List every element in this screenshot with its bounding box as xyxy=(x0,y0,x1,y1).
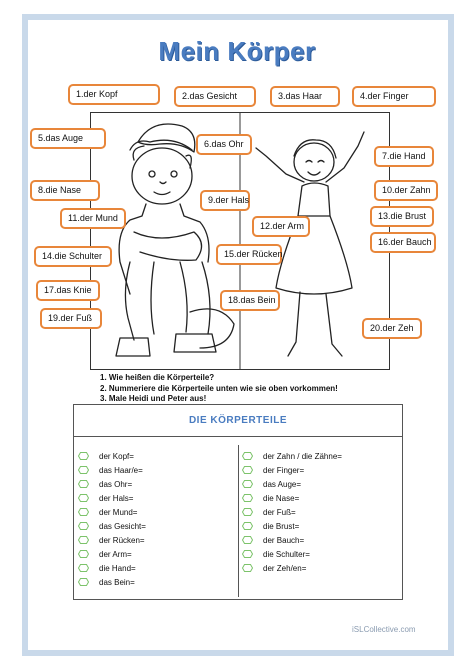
table-right-column xyxy=(242,449,402,575)
table-row-label: der Mund= xyxy=(99,507,138,517)
body-label-9: 9.der Hals xyxy=(200,190,250,211)
hexagon-icon[interactable] xyxy=(242,536,253,544)
table-row-label: der Hals= xyxy=(99,493,134,503)
hexagon-icon[interactable] xyxy=(78,578,89,586)
body-label-6: 6.das Ohr xyxy=(196,134,252,155)
table-row xyxy=(78,575,238,589)
body-label-17: 17.das Knie xyxy=(36,280,100,301)
hexagon-icon[interactable] xyxy=(242,522,253,530)
table-row-label: der Zahn / die Zähne= xyxy=(263,451,342,461)
table-row-label: der Bauch= xyxy=(263,535,305,545)
instructions xyxy=(100,373,440,405)
table-row-label: der Arm= xyxy=(99,549,132,559)
table-row-label: die Brust= xyxy=(263,521,300,531)
hexagon-icon[interactable] xyxy=(242,466,253,474)
body-label-11: 11.der Mund xyxy=(60,208,126,229)
table-row-label: das Ohr= xyxy=(99,479,133,489)
body-label-3: 3.das Haar xyxy=(270,86,340,107)
body-label-5: 5.das Auge xyxy=(30,128,106,149)
hexagon-icon[interactable] xyxy=(242,494,253,502)
body-label-13: 13.die Brust xyxy=(370,206,434,227)
table-row-label: die Hand= xyxy=(99,563,136,573)
hexagon-icon[interactable] xyxy=(78,508,89,516)
body-label-8: 8.die Nase xyxy=(30,180,100,201)
table-row-label: der Zeh/en= xyxy=(263,563,307,573)
table-row-label: der Kopf= xyxy=(99,451,134,461)
body-label-19: 19.der Fuß xyxy=(40,308,102,329)
hexagon-icon[interactable] xyxy=(242,480,253,488)
hexagon-icon[interactable] xyxy=(78,522,89,530)
hexagon-icon[interactable] xyxy=(78,550,89,558)
instruction-2: 2. Nummeriere die Körperteile unten wie sie oben vorkommen! xyxy=(100,383,338,393)
table-row xyxy=(78,491,238,505)
table-row xyxy=(78,519,238,533)
table-row-label: das Gesicht= xyxy=(99,521,146,531)
table-divider xyxy=(238,445,239,597)
body-label-2: 2.das Gesicht xyxy=(174,86,256,107)
table-row xyxy=(242,547,402,561)
body-label-15: 15.der Rücken xyxy=(216,244,282,265)
hexagon-icon[interactable] xyxy=(78,480,89,488)
hexagon-icon[interactable] xyxy=(242,550,253,558)
hexagon-icon[interactable] xyxy=(242,508,253,516)
table-row xyxy=(78,561,238,575)
hexagon-icon[interactable] xyxy=(78,494,89,502)
instruction-1: 1. Wie heißen die Körperteile? xyxy=(100,373,215,382)
table-row-label: das Haar/e= xyxy=(99,465,143,475)
body-label-14: 14.die Schulter xyxy=(34,246,112,267)
body-label-4: 4.der Finger xyxy=(352,86,436,107)
table-row xyxy=(242,463,402,477)
body-label-16: 16.der Bauch xyxy=(370,232,436,253)
table-row xyxy=(242,491,402,505)
table-row xyxy=(78,463,238,477)
table-row xyxy=(242,561,402,575)
table-left-column xyxy=(78,449,238,589)
table-row-label: das Bein= xyxy=(99,577,135,587)
hexagon-icon[interactable] xyxy=(242,452,253,460)
table-row xyxy=(78,547,238,561)
body-label-10: 10.der Zahn xyxy=(374,180,438,201)
hexagon-icon[interactable] xyxy=(78,466,89,474)
table-row xyxy=(242,519,402,533)
table-row-label: die Nase= xyxy=(263,493,300,503)
table-row xyxy=(242,477,402,491)
instruction-3: 3. Male Heidi und Peter aus! xyxy=(100,394,207,403)
body-label-7: 7.die Hand xyxy=(374,146,434,167)
hexagon-icon[interactable] xyxy=(78,536,89,544)
table-row xyxy=(78,533,238,547)
table-row-label: der Fuß= xyxy=(263,507,296,517)
table-row xyxy=(78,449,238,463)
footer-watermark: iSLCollective.com xyxy=(352,625,416,634)
table-row-label: die Schulter= xyxy=(263,549,310,559)
body-label-20: 20.der Zeh xyxy=(362,318,422,339)
table-heading: DIE KÖRPERTEILE xyxy=(74,405,402,437)
hexagon-icon[interactable] xyxy=(78,564,89,572)
table-row-label: der Rücken= xyxy=(99,535,145,545)
table-row-label: das Auge= xyxy=(263,479,302,489)
hexagon-icon[interactable] xyxy=(78,452,89,460)
body-label-1: 1.der Kopf xyxy=(68,84,160,105)
body-parts-table xyxy=(73,404,403,600)
body-label-12: 12.der Arm xyxy=(252,216,310,237)
page-title: Mein Körper xyxy=(158,36,316,66)
table-row xyxy=(78,505,238,519)
table-row-label: der Finger= xyxy=(263,465,305,475)
table-row xyxy=(242,533,402,547)
table-row xyxy=(242,449,402,463)
body-label-18: 18.das Bein xyxy=(220,290,280,311)
table-row xyxy=(242,505,402,519)
table-row xyxy=(78,477,238,491)
hexagon-icon[interactable] xyxy=(242,564,253,572)
